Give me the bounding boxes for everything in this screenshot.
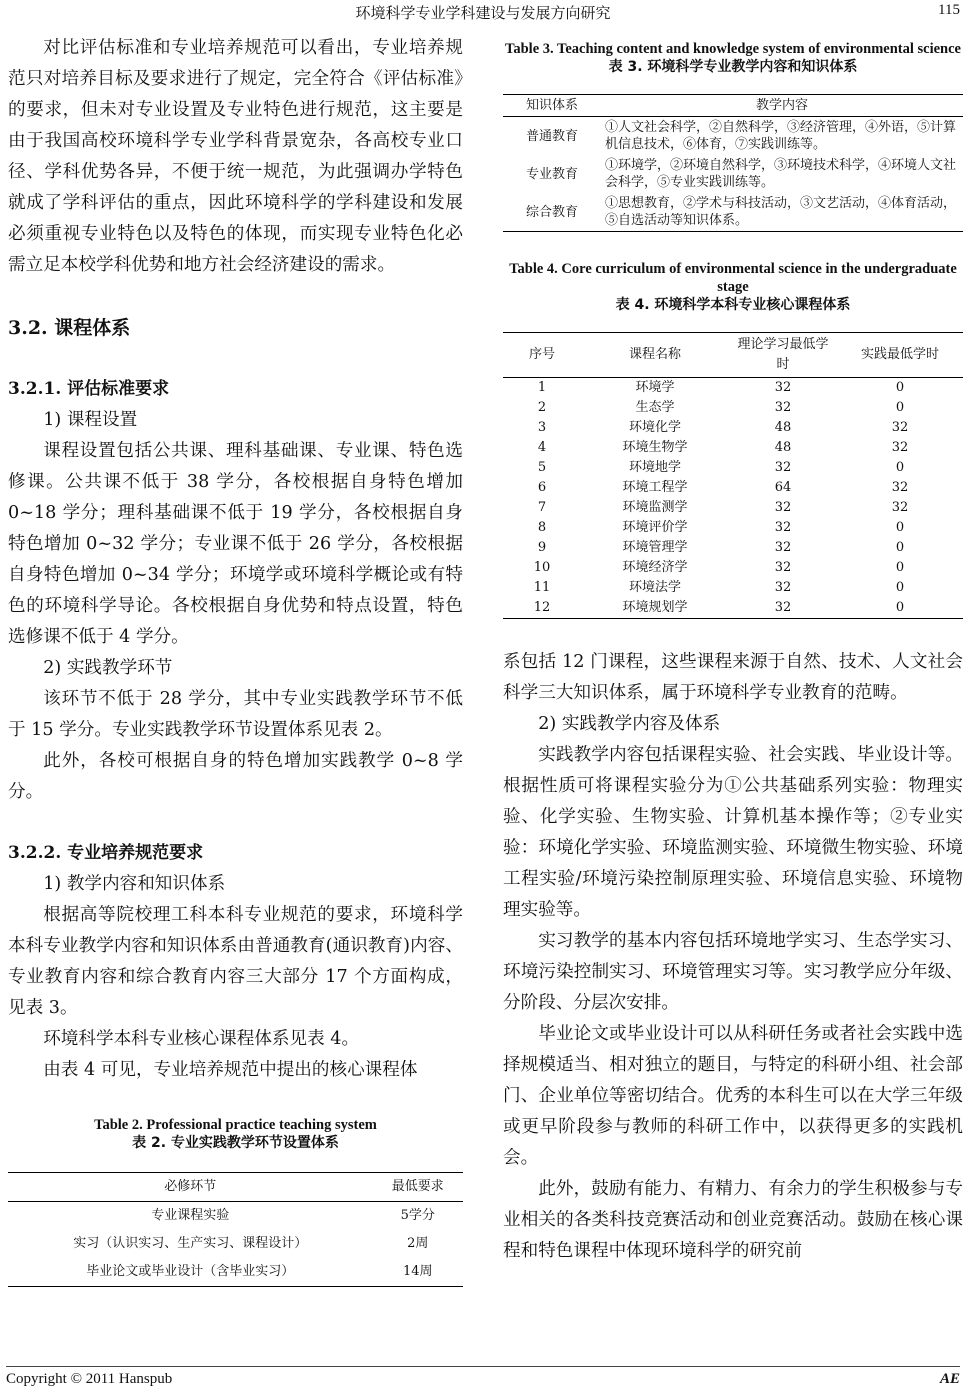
paragraph: 此外，各校可根据自身的特色增加实践教学 0~8 学分。 bbox=[8, 751, 463, 802]
cell: 实习（认识实习、生产实习、课程设计） bbox=[73, 1236, 308, 1251]
cell: 5学分 bbox=[400, 1208, 435, 1223]
cell: 环境评价学 bbox=[622, 520, 688, 535]
cell: 64 bbox=[774, 480, 792, 495]
cell: 32 bbox=[774, 540, 792, 555]
caption-zh: 表 2. 专业实践教学环节设置体系 bbox=[132, 1135, 339, 1151]
cell: 0 bbox=[895, 380, 905, 395]
cell: 环境法学 bbox=[628, 580, 681, 595]
paragraph: 该环节不低于 28 学分，其中专业实践教学环节不低于 15 学分。专业实践教学环节设置体系见表 2。 bbox=[8, 689, 463, 740]
page-number: 115 bbox=[938, 2, 960, 18]
cell: 48 bbox=[774, 420, 792, 435]
cell: 0 bbox=[895, 600, 905, 615]
cell: 10 bbox=[533, 560, 551, 575]
cell: 32 bbox=[774, 580, 792, 595]
running-header bbox=[0, 0, 966, 24]
cell: 14周 bbox=[403, 1264, 433, 1279]
column-header: 实践最低学时 bbox=[860, 347, 939, 362]
paragraph: 环境科学本科专业核心课程体系见表 4。 bbox=[43, 1029, 360, 1049]
table-2 bbox=[8, 1116, 463, 1287]
column-header: 序号 bbox=[528, 347, 555, 362]
cell: 环境规划学 bbox=[622, 600, 688, 615]
item-heading: 1) 课程设置 bbox=[43, 410, 138, 430]
data-table bbox=[503, 332, 963, 619]
table-row bbox=[8, 1202, 463, 1231]
cell: 专业课程实验 bbox=[151, 1208, 230, 1223]
data-table bbox=[503, 94, 963, 232]
cell: 12 bbox=[533, 600, 551, 615]
table-row bbox=[503, 378, 963, 399]
subsection-heading: 3.2.2. 专业培养规范要求 bbox=[8, 843, 204, 863]
caption-zh: 表 4. 环境科学本科专业核心课程体系 bbox=[615, 297, 851, 313]
cell: 0 bbox=[895, 560, 905, 575]
cell: 11 bbox=[533, 580, 551, 595]
column-header: 必修环节 bbox=[164, 1179, 217, 1194]
cell: 32 bbox=[774, 560, 792, 575]
cell: 32 bbox=[774, 380, 792, 395]
cell: 0 bbox=[895, 520, 905, 535]
table-3 bbox=[503, 40, 963, 232]
paragraph: 对比评估标准和专业培养规范可以看出，专业培养规范只对培养目标及要求进行了规定，完全符合《评估标准》的要求，但未对专业设置及专业特色进行规范，这主要是由于我国高校环境科学专业学科背景宽杂，各高校专业口径、学科优势各异，不便于统一规范，为此强调办学特色就成了学科评估的重点，因此环境科学的学科建设和发展必须重视专业特色以及特色的体现，而实现专业特色化必需立足本校学科优势和地方社会经济建设的需求。 bbox=[8, 38, 463, 275]
cell: 2周 bbox=[407, 1236, 429, 1251]
table-caption bbox=[503, 40, 963, 76]
cell: 7 bbox=[537, 500, 547, 515]
item-heading: 2) 实践教学环节 bbox=[43, 658, 173, 678]
cell: 0 bbox=[895, 460, 905, 475]
running-title: 环境科学专业学科建设与发展方向研究 bbox=[355, 4, 611, 22]
cell: 环境管理学 bbox=[622, 540, 688, 555]
cell: 3 bbox=[537, 420, 547, 435]
table-row bbox=[503, 117, 963, 156]
cell: 生态学 bbox=[635, 400, 675, 415]
table-row bbox=[503, 498, 963, 518]
cell: 32 bbox=[774, 400, 792, 415]
cell: 32 bbox=[774, 460, 792, 475]
cell: 毕业论文或毕业设计（含毕业实习） bbox=[86, 1264, 295, 1279]
table-caption bbox=[8, 1116, 463, 1152]
cell: 环境工程学 bbox=[622, 480, 688, 495]
table-row bbox=[503, 418, 963, 438]
cell: ①环境学，②环境自然科学，③环境技术科学，④环境人文社会科学，⑤专业实践训练等。 bbox=[605, 158, 957, 190]
cell: 48 bbox=[774, 440, 792, 455]
cell: 6 bbox=[537, 480, 547, 495]
table-4 bbox=[503, 260, 963, 619]
cell: 32 bbox=[891, 420, 909, 435]
cell: 环境化学 bbox=[628, 420, 681, 435]
table-row bbox=[503, 478, 963, 498]
cell: 32 bbox=[891, 440, 909, 455]
data-table bbox=[8, 1172, 463, 1287]
cell: 0 bbox=[895, 540, 905, 555]
footer bbox=[6, 1366, 960, 1386]
journal-abbrev: AE bbox=[939, 1371, 960, 1386]
column-header: 理论学习最低学时 bbox=[737, 337, 829, 372]
right-column bbox=[503, 40, 963, 1267]
cell: ①人文社会科学，②自然科学，③经济管理，④外语，⑤计算机信息技术，⑥体育，⑦实践训练等。 bbox=[605, 120, 957, 152]
cell: 2 bbox=[537, 400, 547, 415]
caption-en: Table 3. Teaching content and knowledge system of environmental science bbox=[505, 41, 961, 57]
caption-zh: 表 3. 环境科学专业教学内容和知识体系 bbox=[608, 59, 858, 75]
paragraph: 实习教学的基本内容包括环境地学实习、生态学实习、环境污染控制实习、环境管理实习等。实习教学应分年级、分阶段、分层次安排。 bbox=[503, 931, 963, 1013]
column-header: 教学内容 bbox=[755, 98, 808, 113]
table-row bbox=[503, 438, 963, 458]
table-caption bbox=[503, 260, 963, 314]
paragraph: 毕业论文或毕业设计可以从科研任务或者社会实践中选择规模适当、相对独立的题目，与特定的科研小组、社会部门、企业单位等密切结合。优秀的本科生可以在大学三年级或更早阶段参与教师的科研工作中，以获得更多的实践机会。 bbox=[503, 1024, 963, 1168]
cell: 环境经济学 bbox=[622, 560, 688, 575]
caption-en: Table 4. Core curriculum of environmental science in the undergraduate stage bbox=[509, 261, 957, 295]
cell: 1 bbox=[537, 380, 547, 395]
table-row bbox=[503, 578, 963, 598]
cell: 32 bbox=[774, 520, 792, 535]
paragraph: 此外，鼓励有能力、有精力、有余力的学生积极参与专业相关的各类科技竞赛活动和创业竞赛活动。鼓励在核心课程和特色课程中体现环境科学的研究前 bbox=[503, 1179, 963, 1261]
left-column bbox=[8, 33, 463, 1287]
cell: 8 bbox=[537, 520, 547, 535]
section-heading: 3.2. 课程体系 bbox=[8, 317, 131, 339]
cell: 环境学 bbox=[635, 380, 675, 395]
cell: 4 bbox=[537, 440, 547, 455]
cell: 环境生物学 bbox=[622, 440, 688, 455]
paragraph: 根据高等院校理工科本科专业规范的要求，环境科学本科专业教学内容和知识体系由普通教育(通识教育)内容、专业教育内容和综合教育内容三大部分 17 个方面构成，见表 3。 bbox=[8, 905, 463, 1018]
subsection-heading: 3.2.1. 评估标准要求 bbox=[8, 379, 170, 399]
table-row bbox=[503, 193, 963, 232]
column-header: 课程名称 bbox=[628, 347, 681, 362]
table-row bbox=[503, 518, 963, 538]
table-row bbox=[503, 598, 963, 619]
cell: 专业教育 bbox=[525, 166, 578, 182]
paragraph: 系包括 12 门课程，这些课程来源于自然、技术、人文社会科学三大知识体系，属于环境科学专业教育的范畴。 bbox=[503, 652, 963, 703]
copyright: Copyright © 2011 Hanspub bbox=[6, 1371, 173, 1386]
table-row bbox=[8, 1258, 463, 1287]
cell: 32 bbox=[774, 500, 792, 515]
table-row bbox=[503, 458, 963, 478]
table-row bbox=[503, 538, 963, 558]
paragraph: 实践教学内容包括课程实验、社会实践、毕业设计等。根据性质可将课程实验分为①公共基础系列实验：物理实验、化学实验、生物实验、计算机基本操作等；②专业实验：环境化学实验、环境监测实验、环境微生物实验、环境工程实验/环境污染控制原理实验、环境信息实验、环境物理实验等。 bbox=[503, 745, 963, 920]
cell: 综合教育 bbox=[525, 204, 578, 220]
column-header: 知识体系 bbox=[525, 98, 578, 113]
item-heading: 2) 实践教学内容及体系 bbox=[538, 714, 721, 734]
cell: 0 bbox=[895, 580, 905, 595]
table-row bbox=[8, 1230, 463, 1258]
cell: 9 bbox=[537, 540, 547, 555]
caption-en: Table 2. Professional practice teaching system bbox=[94, 1117, 377, 1133]
cell: 环境监测学 bbox=[622, 500, 688, 515]
cell: 0 bbox=[895, 400, 905, 415]
item-heading: 1) 教学内容和知识体系 bbox=[43, 874, 226, 894]
cell: 32 bbox=[891, 500, 909, 515]
cell: 环境地学 bbox=[628, 460, 681, 475]
table-row bbox=[503, 558, 963, 578]
column-header: 最低要求 bbox=[391, 1179, 444, 1194]
paragraph: 由表 4 可见，专业培养规范中提出的核心课程体 bbox=[43, 1060, 418, 1080]
cell: ①思想教育，②学术与科技活动，③文艺活动，④体育活动，⑤自选活动等知识体系。 bbox=[605, 196, 957, 228]
cell: 32 bbox=[774, 600, 792, 615]
table-row bbox=[503, 155, 963, 193]
table-row bbox=[503, 398, 963, 418]
paragraph: 课程设置包括公共课、理科基础课、专业课、特色选修课。公共课不低于 38 学分，各校根据自身特色增加 0~18 学分；理科基础课不低于 19 学分，各校根据自身特色增加 0~32 学分；专业课不低于 26 学分，各校根据自身特色增加 0~34 学分；环境学或环境科学概论或有特色的环境科学导论。各校根据自身优势和特点设置，特色选修课不低于 4 学分。 bbox=[8, 441, 463, 647]
cell: 5 bbox=[537, 460, 547, 475]
cell: 32 bbox=[891, 480, 909, 495]
cell: 普通教育 bbox=[525, 128, 578, 144]
